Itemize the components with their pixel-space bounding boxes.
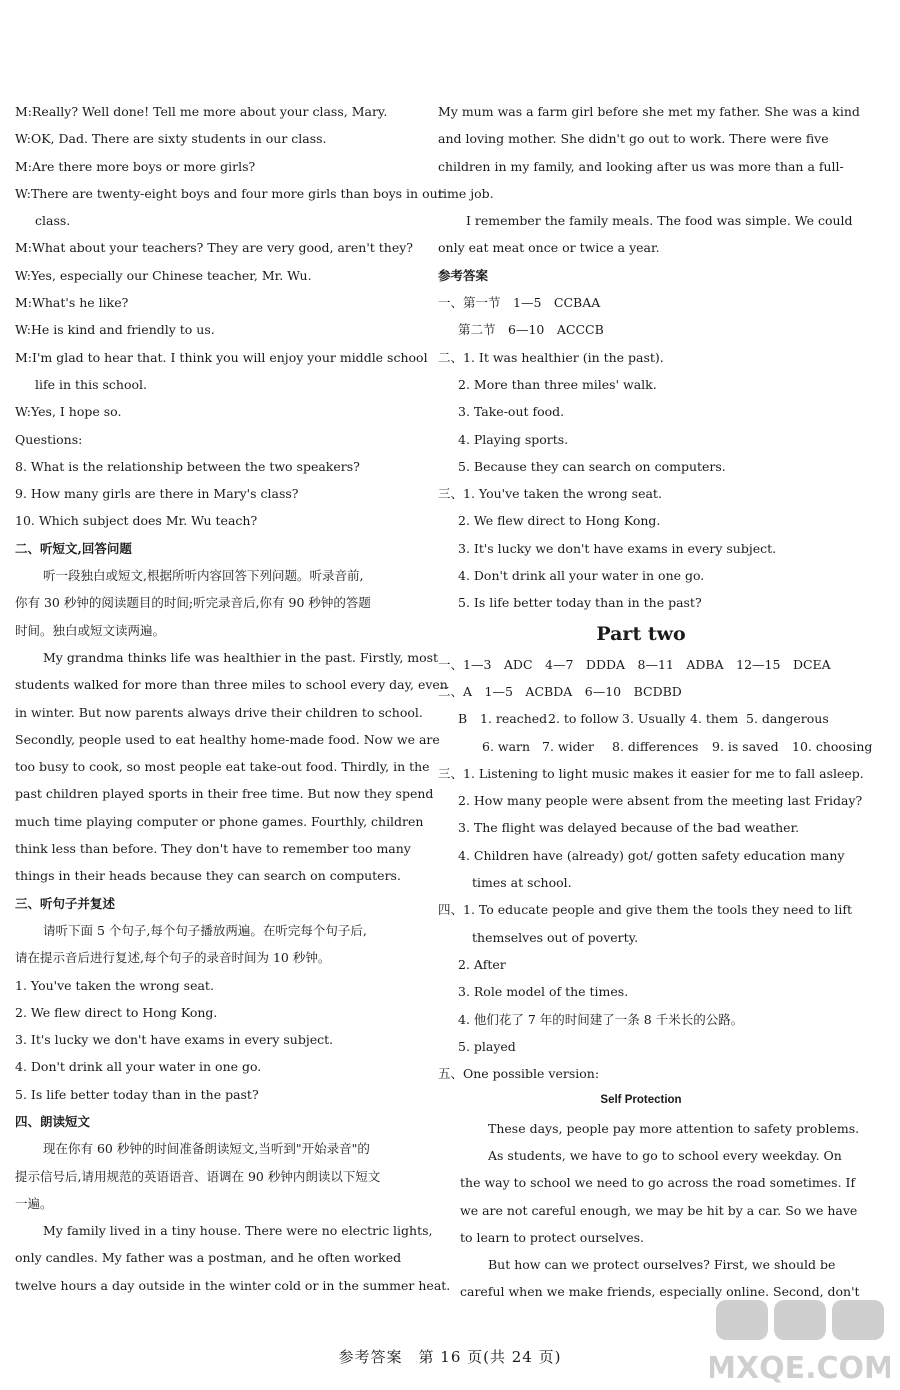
answer-line: 5. played [458,1038,516,1054]
answer-line: 三、1. Listening to light music makes it easier for me to fall asleep. [438,765,864,781]
answer-line: 2. How many people were absent from the meeting last Friday? [458,793,863,809]
essay-title: Self Protection [600,1094,682,1107]
dialog-line: class. [35,213,71,229]
dialog-line: M:Really? Well done! Tell me more about your class, Mary. [15,104,388,119]
passage-line: I remember the family meals. The food was simple. We could [466,213,853,229]
passage-line: children in my family, and looking after us was more than a full- [438,158,844,174]
dialog-line: M:What about your teachers? They are very good, aren't they? [15,240,413,256]
answer-line: 五、One possible version: [438,1066,600,1082]
answer-cell: 8. differences [612,738,699,754]
passage-line: My mum was a farm girl before she met my father. She was a kind [438,104,860,119]
instruction-line: 提示信号后,请用规范的英语语音、语调在 90 秒钟内朗读以下短文 [15,1168,381,1184]
essay-line: the way to school we need to go across the road sometimes. If [460,1175,856,1191]
dialog-line: M:What's he like? [15,295,129,311]
answer-line: 一、1—3 ADC 4—7 DDDA 8—11 ADBA 12—15 DCEA [438,656,831,672]
section-heading: 二、听短文,回答问题 [15,540,132,556]
sentence-item: 3. It's lucky we don't have exams in every subject. [15,1032,334,1048]
answer-line: 一、第一节 1—5 CCBAA [438,295,601,311]
answer-line: times at school. [472,875,572,891]
answers-heading: 参考答案 [438,267,489,283]
essay-line: careful when we make friends, especially online. Second, don't [460,1284,860,1300]
answer-cell: B [458,711,468,727]
passage-line: too busy to cook, so most people eat take-out food. Thirdly, in the [15,759,430,775]
passage-line: Secondly, people used to eat healthy home-made food. Now we are [15,731,440,747]
answer-cell: 7. wider [542,738,594,754]
answer-line: 5. Because they can search on computers. [458,458,726,474]
essay-line: to learn to protect ourselves. [460,1229,645,1245]
answer-line: 第二节 6—10 ACCCB [458,322,604,338]
sentence-item: 2. We flew direct to Hong Kong. [15,1004,218,1020]
answer-line: themselves out of poverty. [472,929,639,945]
answer-cell: 3. Usually [622,711,686,727]
instruction-line: 你有 30 秒钟的阅读题目的时间;听完录音后,你有 90 秒钟的答题 [15,595,371,611]
answer-row-b2 [438,733,873,760]
dialog-line: M:I'm glad to hear that. I think you will enjoy your middle school [15,349,428,365]
passage-line: things in their heads because they can search on computers. [15,868,401,884]
passage-line: students walked for more than three miles to school every day, even [15,677,448,693]
passage-line: My family lived in a tiny house. There were no electric lights, [43,1223,433,1239]
answer-line: 二、A 1—5 ACBDA 6—10 BCDBD [438,683,682,699]
answer-line: 三、1. You've taken the wrong seat. [438,486,662,502]
essay-line: These days, people pay more attention to safety problems. [488,1120,860,1136]
watermark-logo [710,1296,890,1386]
answer-line: 5. Is life better today than in the past? [458,595,702,611]
left-column [15,98,451,1299]
answer-line: 2. More than three miles' walk. [458,376,657,392]
answer-cell: 2. to follow [548,711,619,727]
dialog-line: life in this school. [35,376,147,392]
sentence-item: 1. You've taken the wrong seat. [15,977,214,993]
answer-cell: 1. reached [480,711,548,727]
instruction-line: 请听下面 5 个句子,每个句子播放两遍。在听完每个句子后, [43,922,367,938]
essay-line: But how can we protect ourselves? First, we should be [488,1257,836,1273]
instruction-line: 时间。独白或短文读两遍。 [15,622,166,638]
answer-cell: 9. is saved [712,738,779,754]
answer-line: 2. We flew direct to Hong Kong. [458,513,661,529]
part-two-title: Part two [596,622,686,645]
answer-cell: 6. warn [482,738,531,754]
question-item: 9. How many girls are there in Mary's class? [15,486,299,502]
page-footer: 参考答案 第 16 页(共 24 页) [338,1348,562,1366]
passage-line: time job. [438,185,494,201]
question-item: 8. What is the relationship between the two speakers? [15,458,360,474]
answer-cell: 5. dangerous [746,711,829,727]
answer-line: 二、1. It was healthier (in the past). [438,349,664,365]
answer-line: 4. Playing sports. [458,431,569,447]
question-item: 10. Which subject does Mr. Wu teach? [15,513,258,529]
answer-line: 四、1. To educate people and give them the tools they need to lift [438,902,852,918]
answer-cell: 10. choosing [792,738,873,754]
dialog-line: W:Yes, especially our Chinese teacher, Mr. Wu. [15,267,312,283]
dialog-line: W:He is kind and friendly to us. [15,322,215,338]
dialog-line: W:OK, Dad. There are sixty students in our class. [15,131,327,147]
passage-line: My grandma thinks life was healthier in the past. Firstly, most [43,649,439,665]
answer-line: 4. 他们花了 7 年的时间建了一条 8 千米长的公路。 [458,1011,744,1027]
instruction-line: 一遍。 [15,1195,53,1211]
instruction-line: 现在你有 60 秒钟的时间准备朗读短文,当听到"开始录音"的 [43,1141,370,1157]
answer-line: 3. It's lucky we don't have exams in every subject. [458,540,777,556]
passage-line: much time playing computer or phone games. Fourthly, children [15,813,424,829]
passage-line: think less than before. They don't have to remember too many [15,841,411,857]
answer-row-b [438,705,844,732]
answer-line: 3. Take-out food. [458,404,565,420]
instruction-line: 请在提示音后进行复述,每个句子的录音时间为 10 秒钟。 [15,950,331,966]
answer-line: 4. Children have (already) got/ gotten safety education many [458,847,845,863]
answer-line: 4. Don't drink all your water in one go. [458,568,705,584]
section-heading: 三、听句子并复述 [15,895,116,911]
passage-line: only eat meat once or twice a year. [438,240,660,256]
dialog-line: W:There are twenty-eight boys and four more girls than boys in our [15,185,444,201]
section-heading: 四、朗读短文 [15,1113,91,1129]
dialog-line: M:Are there more boys or more girls? [15,158,256,174]
essay-line: As students, we have to go to school every weekday. On [488,1147,842,1163]
passage-line: in winter. But now parents always drive their children to school. [15,704,423,720]
watermark-text: MXQE.COM [710,1351,890,1386]
passage-line: only candles. My father was a postman, and he often worked [15,1250,402,1266]
passage-line: twelve hours a day outside in the winter cold or in the summer heat. [15,1277,451,1293]
passage-line: past children played sports in their free time. But now they spend [15,786,434,802]
answer-cell: 4. them [690,711,739,727]
answer-line: 3. Role model of the times. [458,984,629,1000]
answer-line: 3. The flight was delayed because of the bad weather. [458,820,800,836]
sentence-item: 4. Don't drink all your water in one go. [15,1059,262,1075]
passage-line: and loving mother. She didn't go out to work. There were five [438,131,829,147]
sentence-item: 5. Is life better today than in the past? [15,1086,259,1102]
questions-label: Questions: [15,431,83,447]
dialog-line: W:Yes, I hope so. [15,404,122,420]
right-column [438,98,873,1306]
instruction-line: 听一段独白或短文,根据所听内容回答下列问题。听录音前, [43,568,364,584]
essay-line: we are not careful enough, we may be hit by a car. So we have [460,1202,858,1218]
answer-line: 2. After [458,956,506,972]
